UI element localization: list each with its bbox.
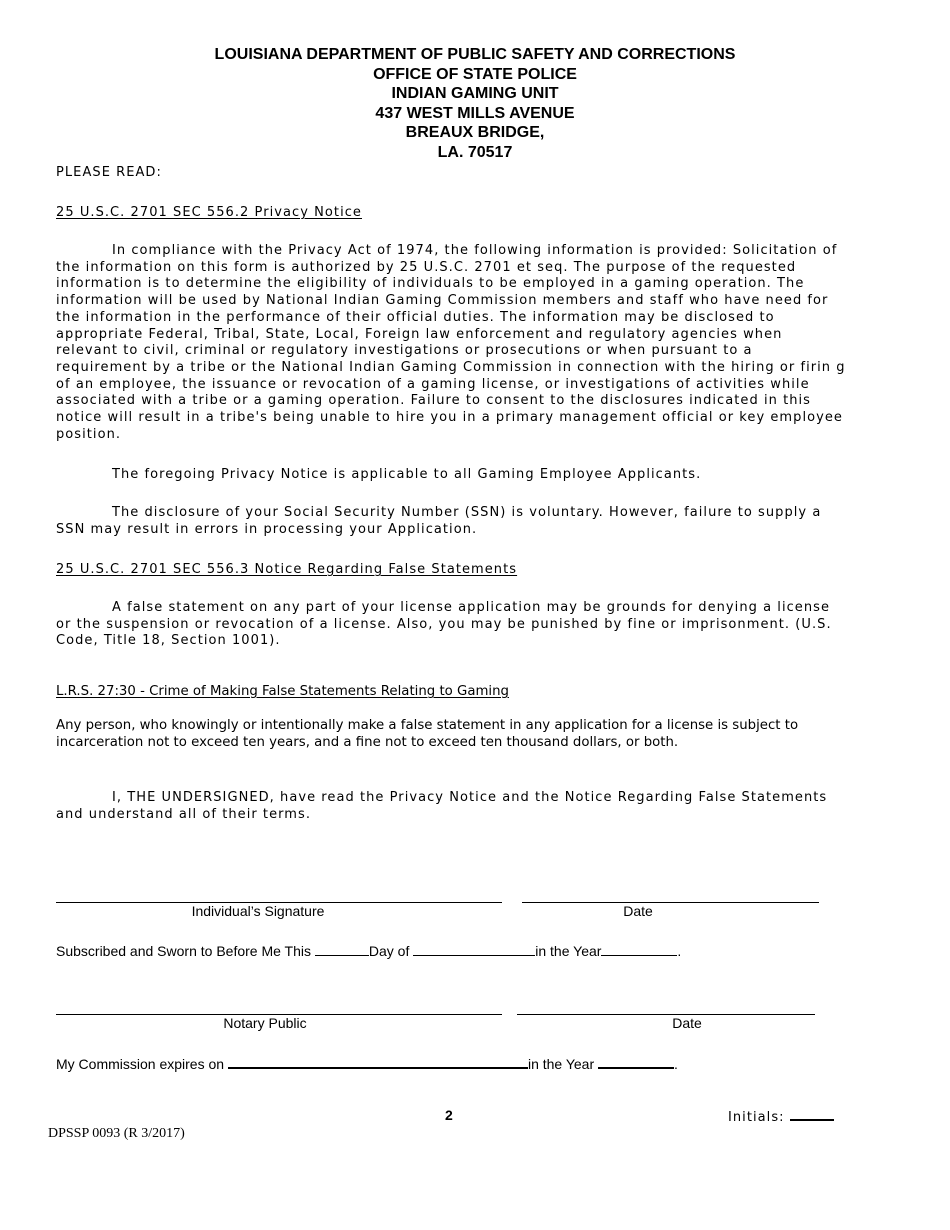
notary-date-label: Date (672, 1015, 702, 1031)
initials-label: Initials: (728, 1110, 785, 1125)
form-identifier: DPSSP 0093 (R 3/2017) (48, 1126, 185, 1141)
individual-signature-label: Individual’s Signature (191, 903, 325, 919)
commission-in-year: in the Year (527, 1056, 595, 1072)
page-number: 2 (445, 1107, 453, 1123)
header-line-office: OFFICE OF STATE POLICE (373, 65, 577, 83)
sworn-in-year: in the Year (535, 943, 602, 959)
header-line-state-zip: LA. 70517 (437, 143, 513, 161)
lrs-paragraph: Any person, who knowingly or intentionally make a false statement in any application for a license is subject to incarceration not to exceed ten years, and a fine not to exceed ten thousand dollars, or both. (56, 718, 799, 750)
sworn-day-field[interactable] (315, 941, 369, 956)
false-statements-paragraph: A false statement on any part of your license application may be grounds for denying a license or the suspension or revocation of a license. Also, you may be punished by fine or imprisonment. (U.S. Code, Title 18, Section 1001). (56, 600, 832, 649)
ssn-disclosure-paragraph: The disclosure of your Social Security Number (SSN) is voluntary. However, failure to supply a SSN may result in errors in processing your Application. (56, 505, 822, 537)
sworn-day-of: Day of (368, 943, 410, 959)
lrs-heading: L.R.S. 27:30 - Crime of Making False Statements Relating to Gaming (56, 684, 509, 699)
signature-date-label: Date (623, 903, 653, 919)
initials-field[interactable] (790, 1107, 834, 1121)
header-line-city: BREAUX BRIDGE, (405, 124, 545, 142)
please-read-label: PLEASE READ: (56, 165, 162, 180)
undersigned-statement: I, THE UNDERSIGNED, have read the Privacy Notice and the Notice Regarding False Statements and understand all of their terms. (56, 790, 828, 822)
privacy-notice-heading: 25 U.S.C. 2701 SEC 556.2 Privacy Notice (56, 205, 362, 220)
false-statements-heading: 25 U.S.C. 2701 SEC 556.3 Notice Regarding False Statements (56, 562, 518, 577)
commission-period: . (674, 1056, 678, 1072)
commission-prefix: My Commission expires on (56, 1056, 225, 1072)
sworn-year-field[interactable] (601, 941, 677, 956)
header-line-department: LOUISIANA DEPARTMENT OF PUBLIC SAFETY AND CORRECTIONS (214, 46, 736, 63)
sworn-statement-row (56, 941, 681, 959)
agency-header (0, 45, 950, 163)
sworn-prefix: Subscribed and Sworn to Before Me This (56, 943, 311, 959)
privacy-notice-paragraph: In compliance with the Privacy Act of 1974, the following information is provided: Solicitation of the information on this form is authorized by 25 U.S.C. 2701 et seq. The purpose of the requested information is to determine the eligibility of individuals to be employed in a gaming operation. The information will be used by National Indian Gaming Commission members and staff who have need for the information in the performance of their official duties. The information may be disclosed to appropriate Federal, Tribal, State, Local, Foreign law enforcement and regulatory agencies when relevant to civil, criminal or regulatory investigations or prosecutions or when pursuant to a requirement by a tribe or the National Indian Gaming Commission in connection with the hiring or firin g of an employee, the issuance or revocation of a gaming license, or investigations of activities while associated with a tribe or a gaming operation. Failure to consent to the disclosures indicated in this notice will result in a tribe's being unable to hire you in a primary management official or key employee position. (56, 243, 846, 442)
commission-expiry-row (56, 1053, 678, 1072)
sworn-month-field[interactable] (413, 941, 535, 956)
notary-public-label: Notary Public (223, 1015, 307, 1031)
initials-row (728, 1107, 834, 1125)
commission-year-field[interactable] (598, 1053, 674, 1069)
commission-expiry-field[interactable] (228, 1053, 528, 1069)
header-line-street: 437 WEST MILLS AVENUE (375, 104, 575, 122)
header-line-unit: INDIAN GAMING UNIT (391, 85, 559, 103)
sworn-period: . (677, 943, 682, 959)
privacy-applicable-paragraph: The foregoing Privacy Notice is applicable to all Gaming Employee Applicants. (112, 467, 702, 482)
